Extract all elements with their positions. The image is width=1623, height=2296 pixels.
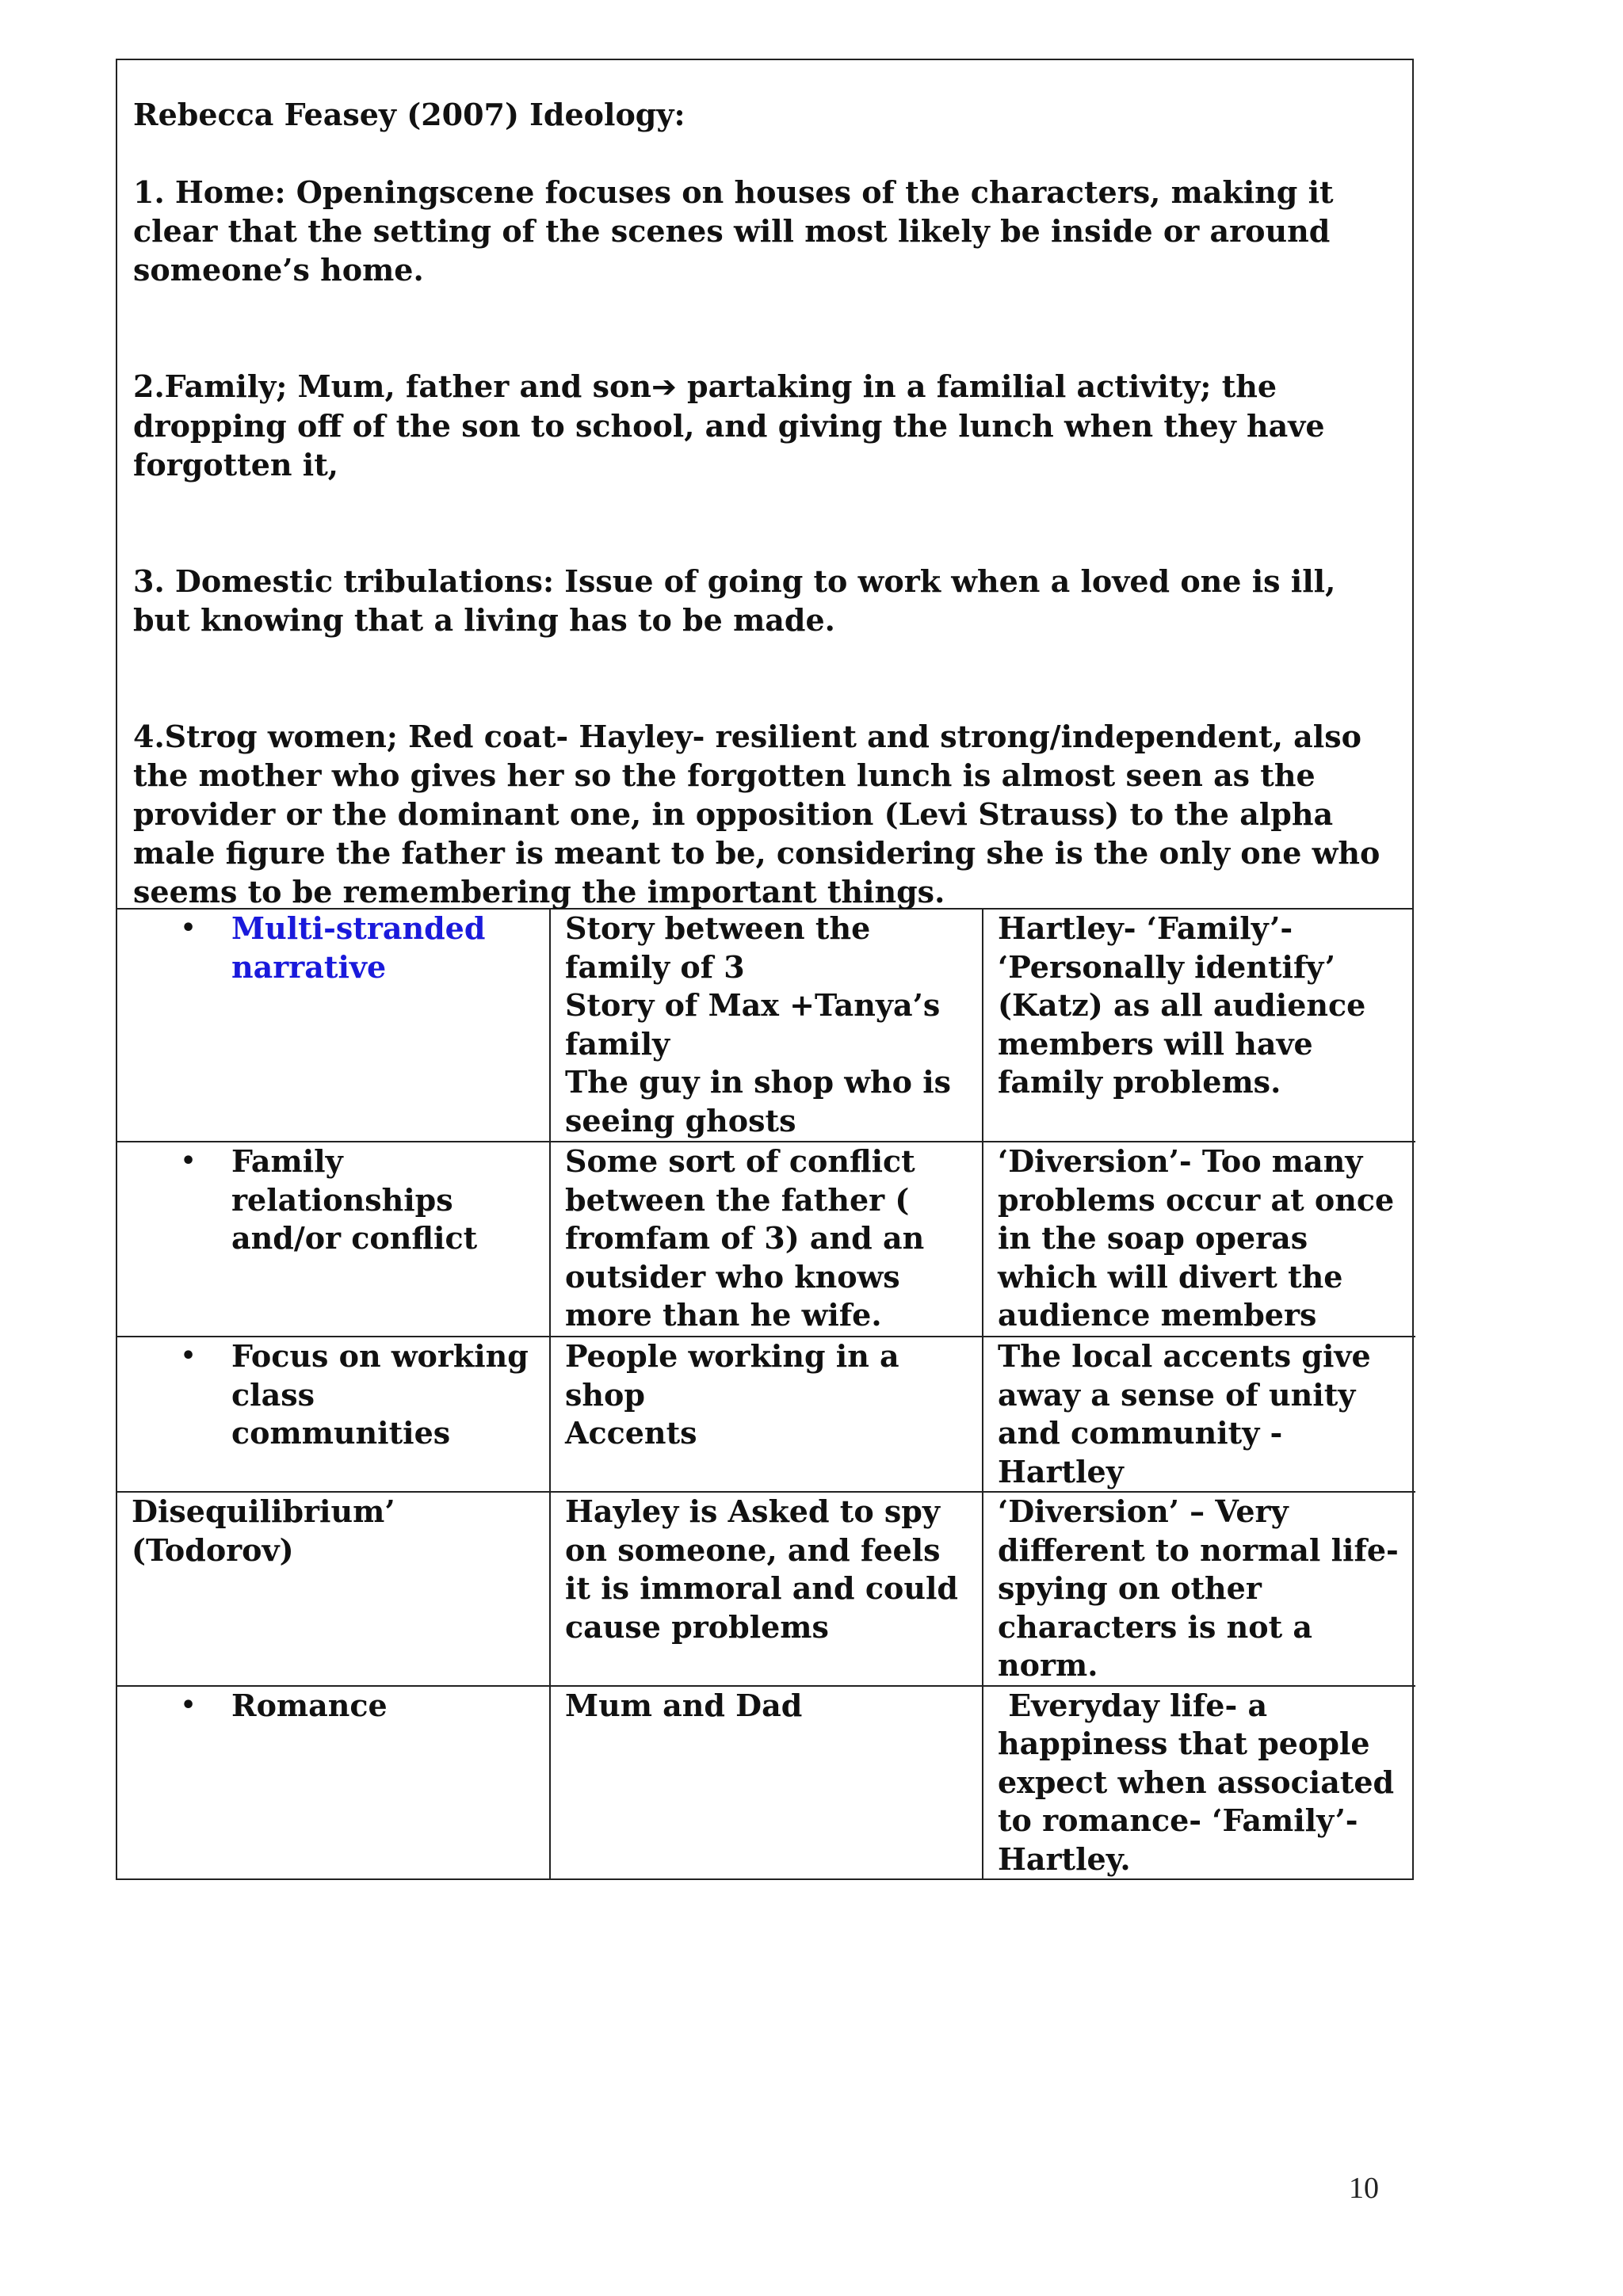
ideology-section — [117, 60, 1412, 910]
theory-cell — [983, 910, 1415, 1142]
feature-cell — [117, 1337, 550, 1492]
feature-label: Family relationships and/or conflict — [231, 1143, 478, 1256]
theory-cell — [983, 1142, 1415, 1337]
bullet-icon: • — [181, 1147, 197, 1175]
theory-cell — [983, 1686, 1415, 1879]
table-row — [117, 910, 1415, 1142]
example-text: People working in a shop Accents — [565, 1338, 899, 1451]
page-number: 10 — [1349, 2172, 1379, 2205]
feature-label: Romance — [231, 1687, 388, 1723]
example-text: Mum and Dad — [565, 1687, 803, 1723]
feature-label: Multi-stranded narrative — [231, 910, 486, 985]
feature-label: Focus on working class communities — [231, 1338, 529, 1451]
example-cell — [550, 1142, 983, 1337]
theory-text: ‘Diversion’ – Very different to normal life- spying on other characters is not a norm. — [998, 1493, 1399, 1683]
example-cell — [550, 1337, 983, 1492]
table-row — [117, 1686, 1415, 1879]
theory-text: The local accents give away a sense of unity and community - Hartley — [998, 1338, 1371, 1489]
feature-cell — [117, 1142, 550, 1337]
bullet-icon: • — [181, 1342, 197, 1370]
theory-text: Hartley- ‘Family’- ‘Personally identify’ (Katz) as all audience members will have family problems. — [998, 910, 1366, 1100]
table-row — [117, 1492, 1415, 1686]
table-row — [117, 1142, 1415, 1337]
theory-cell — [983, 1492, 1415, 1686]
point-family — [133, 367, 1396, 484]
right-arrow-icon: ➔ — [651, 369, 677, 404]
point-family-text-a: 2.Family; Mum, father and son — [133, 368, 651, 404]
point-home: 1. Home: Openingscene focuses on houses of the characters, making it clear that the setting of the scenes will most likely be inside or around someone’s home. — [133, 174, 1334, 288]
point-domestic-tribulations: 3. Domestic tribulations: Issue of going to work when a loved one is ill, but knowing that a living has to be made. — [133, 563, 1336, 638]
feature-cell — [117, 910, 550, 1142]
example-text: Hayley is Asked to spy on someone, and feels it is immoral and could cause problems — [565, 1493, 958, 1645]
theory-text: Everyday life- a happiness that people expect when associated to romance- ‘Family’-Hartley. — [998, 1687, 1405, 1877]
example-cell — [550, 1492, 983, 1686]
feature-cell — [117, 1492, 550, 1686]
theory-cell — [983, 1337, 1415, 1492]
document-frame — [116, 59, 1414, 1880]
theory-text: ‘Diversion’- Too many problems occur at once in the soap operas which will divert the audience members — [998, 1143, 1395, 1333]
section-title: Rebecca Feasey (2007) Ideology: — [133, 97, 685, 132]
example-cell — [550, 1686, 983, 1879]
bullet-icon: • — [181, 1691, 197, 1719]
point-strong-women: 4.Strog women; Red coat- Hayley- resilient and strong/independent, also the mother who gives her so the forgotten lunch is almost seen as the provider or the dominant one, in opposition (Levi Strauss) to the alpha male figure the father is meant to be, considering she is the only one who seems to be remembering the important things. — [133, 719, 1381, 910]
example-text: Some sort of conflict between the father ( fromfam of 3) and an outsider who knows more than he wife. — [565, 1143, 925, 1333]
example-cell — [550, 910, 983, 1142]
example-text: Story between the family of 3 Story of Max +Tanya’s family The guy in shop who is seeing ghosts — [565, 910, 952, 1138]
feature-cell — [117, 1686, 550, 1879]
conventions-table — [117, 910, 1415, 1878]
bullet-icon: • — [181, 914, 197, 942]
feature-label: Disequilibrium’ (Todorov) — [132, 1493, 395, 1568]
table-row — [117, 1337, 1415, 1492]
point-family-text-b: partaking in a familial activity; the dropping off of the son to school, and giving the lunch when they have forgotten it, — [133, 368, 1325, 482]
